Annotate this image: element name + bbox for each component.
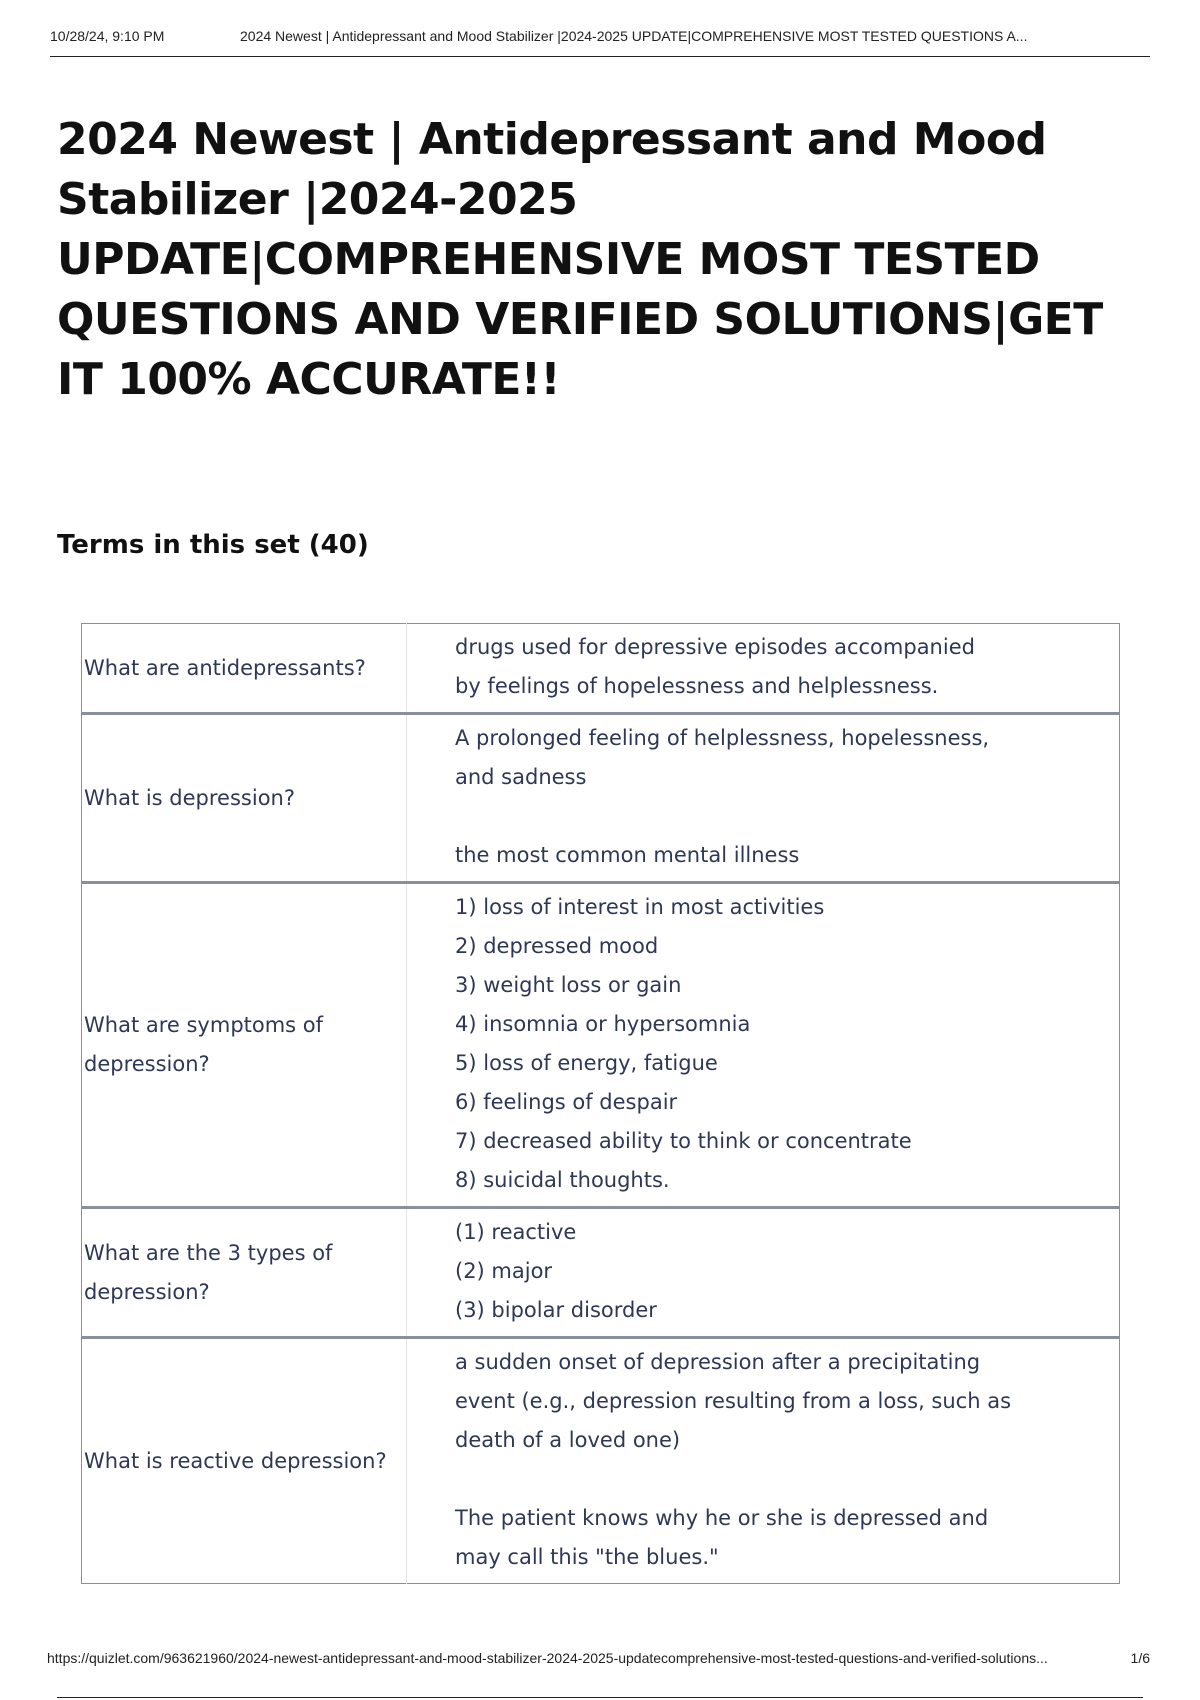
term-text: What are symptoms of depression? (82, 883, 407, 1208)
term-text: What are the 3 types of depression? (82, 1208, 407, 1338)
definition-line: (3) bipolar disorder (455, 1298, 657, 1322)
term-text: What is reactive depression? (82, 1338, 407, 1584)
definition-cell (407, 714, 1120, 883)
terms-body (82, 624, 1120, 1584)
definition-line: may call this "the blues." (455, 1545, 719, 1569)
definition-cell (407, 624, 1120, 714)
page-title: 2024 Newest | Antidepressant and Mood Stabilizer |2024-2025 UPDATE|COMPREHENSIVE MOST TESTED QUESTIONS AND VERIFIED SOLUTIONS|GET IT 100% ACCURATE!! (57, 114, 1103, 405)
term-row (82, 714, 1120, 883)
term-text: What is depression? (82, 714, 407, 883)
term-row (82, 624, 1120, 714)
definition-line: (1) reactive (455, 1220, 577, 1244)
definition-cell (407, 1208, 1120, 1338)
definition-line: 5) loss of energy, fatigue (455, 1051, 718, 1075)
print-doc-title: 2024 Newest | Antidepressant and Mood Stabilizer |2024-2025 UPDATE|COMPREHENSIVE MOST TESTED QUESTIONS A... (240, 28, 1028, 44)
term-row (82, 1338, 1120, 1584)
definition-line: 1) loss of interest in most activities (455, 895, 825, 919)
definition-line: event (e.g., depression resulting from a loss, such as (455, 1389, 1012, 1413)
terms-table (81, 623, 1120, 1584)
print-footer (47, 1650, 1150, 1666)
definition-line: drugs used for depressive episodes accompanied (455, 635, 975, 659)
definition-line: 3) weight loss or gain (455, 973, 682, 997)
footer-divider (57, 1697, 1143, 1698)
print-header (50, 28, 1150, 57)
definition-cell (407, 1338, 1120, 1584)
page-url: https://quizlet.com/963621960/2024-newest-antidepressant-and-mood-stabilizer-2024-2025-updatecomprehensive-most-tested-questions-and-verified-solutions... (47, 1650, 1048, 1666)
definition-line: A prolonged feeling of helplessness, hopelessness, (455, 726, 990, 750)
print-timestamp: 10/28/24, 9:10 PM (50, 28, 165, 44)
definition-line: 6) feelings of despair (455, 1090, 678, 1114)
definition-line (455, 1460, 1059, 1499)
definition-line: (2) major (455, 1259, 553, 1283)
term-row (82, 1208, 1120, 1338)
definition-line (455, 797, 1059, 836)
definition-line: 2) depressed mood (455, 934, 659, 958)
definition-line: and sadness (455, 765, 587, 789)
definition-line: a sudden onset of depression after a precipitating (455, 1350, 981, 1374)
definition-line: The patient knows why he or she is depressed and (455, 1506, 989, 1530)
term-row (82, 883, 1120, 1208)
definition-line: by feelings of hopelessness and helplessness. (455, 674, 939, 698)
page-number: 1/6 (1130, 1650, 1150, 1666)
definition-line: 7) decreased ability to think or concentrate (455, 1129, 912, 1153)
terms-count-heading: Terms in this set (40) (57, 530, 369, 560)
definition-line: 4) insomnia or hypersomnia (455, 1012, 751, 1036)
definition-line: the most common mental illness (455, 843, 800, 867)
definition-line: 8) suicidal thoughts. (455, 1168, 670, 1192)
definition-line: death of a loved one) (455, 1428, 681, 1452)
definition-cell (407, 883, 1120, 1208)
term-text: What are antidepressants? (82, 624, 407, 714)
